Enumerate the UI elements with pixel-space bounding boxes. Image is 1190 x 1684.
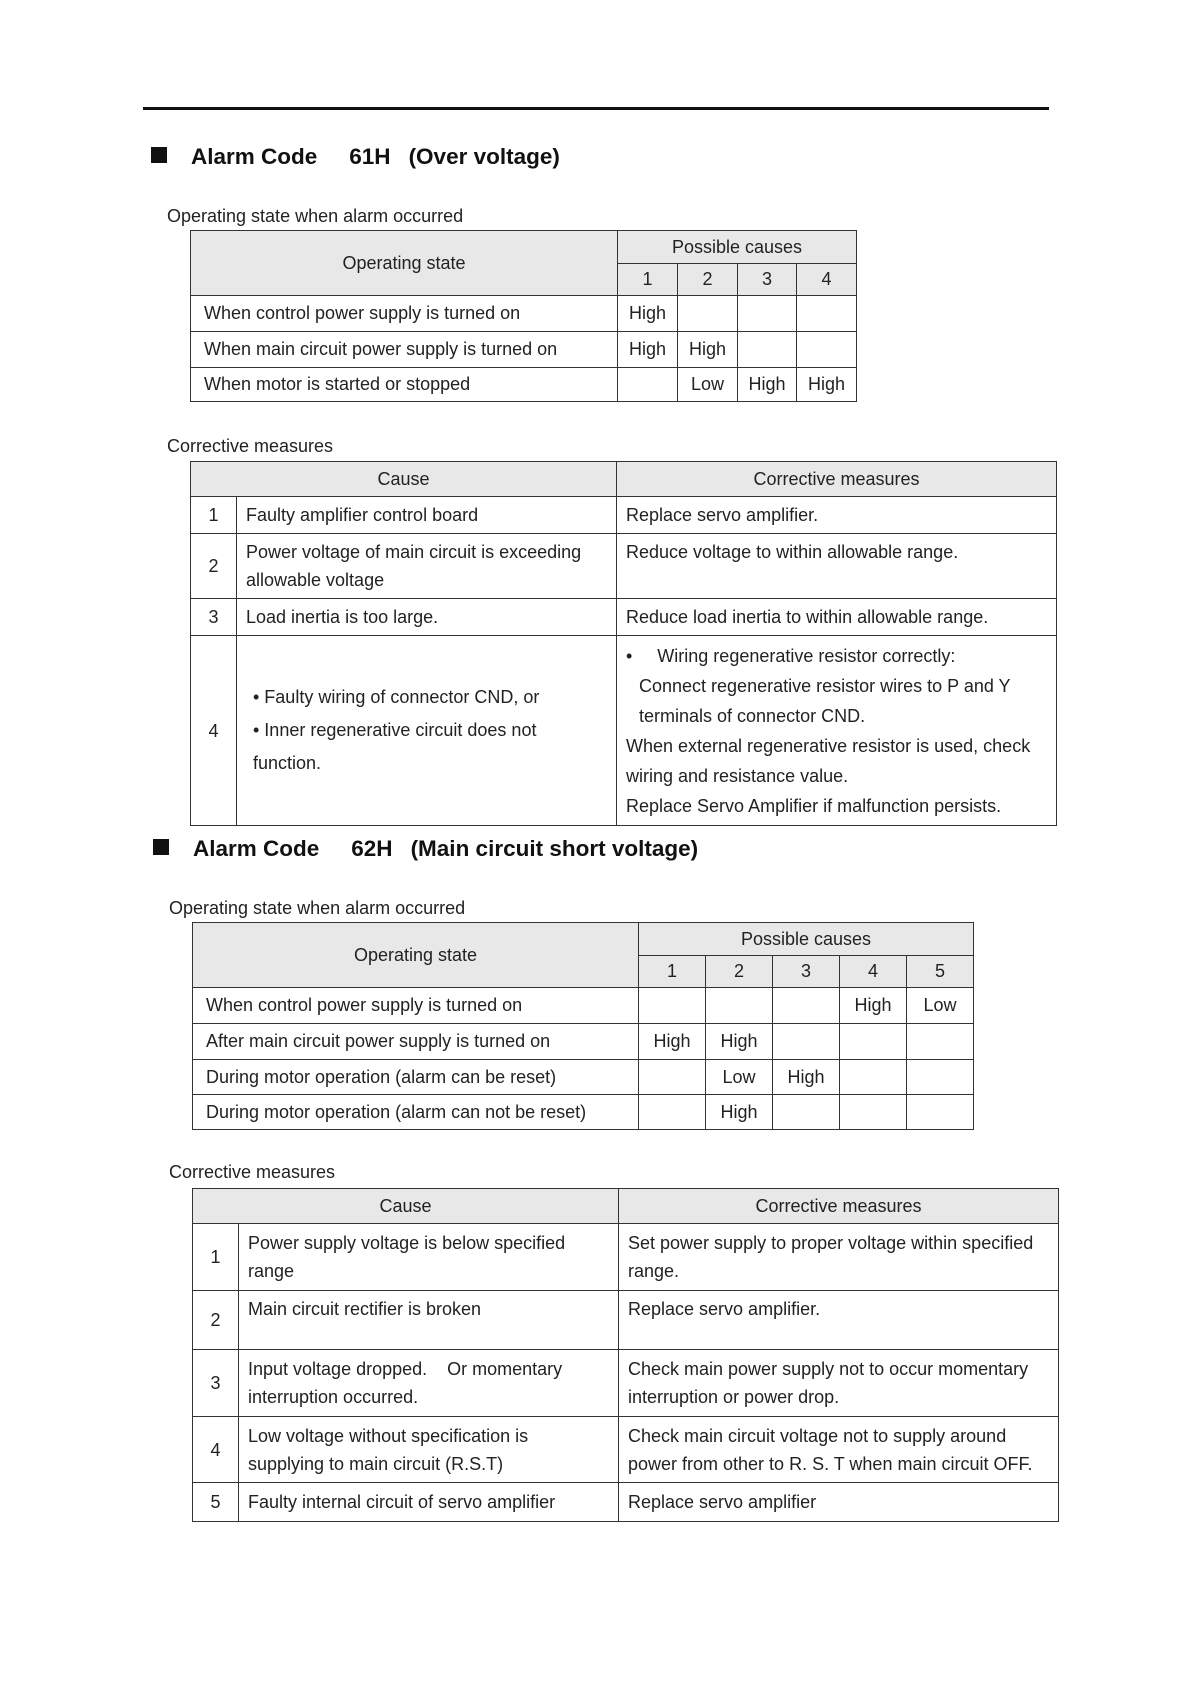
state-caption-61h: Operating state when alarm occurred [167,206,464,226]
cause-value: High [639,1024,706,1060]
state-caption-62h: Operating state when alarm occurred [169,898,466,918]
row-number: 2 [191,534,237,599]
measure-text: Reduce load inertia to within allowable range. [617,599,1057,636]
measure-text: Replace servo amplifier. [619,1291,1059,1350]
alarm-62h-heading [153,836,698,862]
state-label: During motor operation (alarm can not be reset) [193,1095,639,1130]
measures-table-61h [190,461,1057,826]
cause-value [907,1060,974,1095]
cause-value [797,296,857,332]
measures-table-62h [192,1188,1059,1522]
cause-text: Load inertia is too large. [237,599,617,636]
cause-value: High [773,1060,840,1095]
heading-code: 61H [349,144,391,169]
header-possible-causes: Possible causes [639,923,974,956]
cause-number: 4 [840,956,907,988]
cause-value: High [618,296,678,332]
cause-value: Low [907,988,974,1024]
table-row [191,296,857,332]
square-bullet-icon [153,839,169,855]
cause-value [773,1024,840,1060]
state-table-62h [192,922,974,1130]
cause-value [773,1095,840,1130]
measure-text: Check main power supply not to occur momentary interruption or power drop. [619,1350,1059,1417]
table-row [191,332,857,368]
header-corrective-measures: Corrective measures [617,462,1057,497]
cause-text: Input voltage dropped. Or momentary interruption occurred. [239,1350,619,1417]
header-operating-state: Operating state [191,231,618,296]
row-number: 1 [191,497,237,534]
measure-line: Replace Servo Amplifier if malfunction persists. [626,795,1002,816]
heading-code: 62H [351,836,393,861]
measure-line: • Wiring regenerative resistor correctly: [626,645,956,666]
table-row [193,1350,1059,1417]
cause-value [907,1095,974,1130]
measure-text: Reduce voltage to within allowable range. [617,534,1057,599]
cause-number: 1 [618,264,678,296]
cause-value [738,296,797,332]
state-label: After main circuit power supply is turned on [193,1024,639,1060]
heading-label: Alarm Code [193,836,320,861]
row-number: 4 [193,1417,239,1483]
cause-number: 2 [678,264,738,296]
table-row [193,1060,974,1095]
header-cause: Cause [193,1189,619,1224]
state-label: When control power supply is turned on [193,988,639,1024]
cause-value: High [706,1024,773,1060]
measure-line: Connect regenerative resistor wires to P and Y terminals of connector CND. [639,675,1011,726]
cause-text: Power voltage of main circuit is exceeding allowable voltage [237,534,617,599]
heading-desc: (Over voltage) [408,144,560,169]
table-row [193,1417,1059,1483]
cause-value [639,1095,706,1130]
table-row [191,368,857,402]
header-operating-state: Operating state [193,923,639,988]
cause-value [840,1095,907,1130]
table-row [193,988,974,1024]
cause-value: High [678,332,738,368]
measure-text: Replace servo amplifier [619,1483,1059,1522]
cause-value: High [738,368,797,402]
cause-value [738,332,797,368]
cause-value: High [840,988,907,1024]
cause-bullet: • Faulty wiring of connector CND, or [253,687,540,707]
heading-desc: (Main circuit short voltage) [410,836,699,861]
cause-value: High [706,1095,773,1130]
header-cause: Cause [191,462,617,497]
state-label: When main circuit power supply is turned on [191,332,618,368]
square-bullet-icon [151,147,167,163]
state-label: When control power supply is turned on [191,296,618,332]
cause-value: High [618,332,678,368]
measures-caption-61h: Corrective measures [167,436,334,456]
heading-label: Alarm Code [191,144,318,169]
row-number: 1 [193,1224,239,1291]
top-rule [143,107,1049,110]
cause-value: High [797,368,857,402]
table-row [193,1483,1059,1522]
cause-text: Power supply voltage is below specified range [239,1224,619,1291]
measure-text: Replace servo amplifier. [617,497,1057,534]
table-row [191,636,1057,826]
header-possible-causes: Possible causes [618,231,857,264]
cause-text: Low voltage without specification is supplying to main circuit (R.S.T) [239,1417,619,1483]
cause-value [840,1024,907,1060]
state-label: During motor operation (alarm can be reset) [193,1060,639,1095]
cause-value [639,1060,706,1095]
cause-text: Main circuit rectifier is broken [239,1291,619,1350]
measure-line: When external regenerative resistor is used, check wiring and resistance value. [626,735,1031,786]
cause-number: 5 [907,956,974,988]
table-row [193,1024,974,1060]
cause-value [706,988,773,1024]
cause-number: 4 [797,264,857,296]
header-corrective-measures: Corrective measures [619,1189,1059,1224]
measure-text: Set power supply to proper voltage within specified range. [619,1224,1059,1291]
measure-text: Check main circuit voltage not to supply around power from other to R. S. T when main circuit OFF. [619,1417,1059,1483]
cause-value: Low [706,1060,773,1095]
state-table-61h [190,230,857,402]
row-number: 4 [191,636,237,826]
cause-value [797,332,857,368]
cause-value [618,368,678,402]
table-row [191,599,1057,636]
table-row [193,1291,1059,1350]
cause-value [840,1060,907,1095]
cause-number: 3 [738,264,797,296]
cause-value [773,988,840,1024]
cause-number: 1 [639,956,706,988]
alarm-61h-heading [151,144,560,170]
cause-value: Low [678,368,738,402]
cause-number: 2 [706,956,773,988]
row-number: 5 [193,1483,239,1522]
table-row [193,1224,1059,1291]
row-number: 3 [193,1350,239,1417]
cause-value [678,296,738,332]
cause-value [907,1024,974,1060]
table-row [193,1095,974,1130]
row-number: 3 [191,599,237,636]
table-row [191,497,1057,534]
table-row [191,534,1057,599]
cause-bullets [237,636,617,826]
cause-value [639,988,706,1024]
cause-number: 3 [773,956,840,988]
measure-lines [617,636,1057,826]
cause-text: Faulty amplifier control board [237,497,617,534]
row-number: 2 [193,1291,239,1350]
cause-text: Faulty internal circuit of servo amplifier [239,1483,619,1522]
measures-caption-62h: Corrective measures [169,1162,336,1182]
state-label: When motor is started or stopped [191,368,618,402]
cause-bullet: • Inner regenerative circuit does not function. [253,720,537,773]
